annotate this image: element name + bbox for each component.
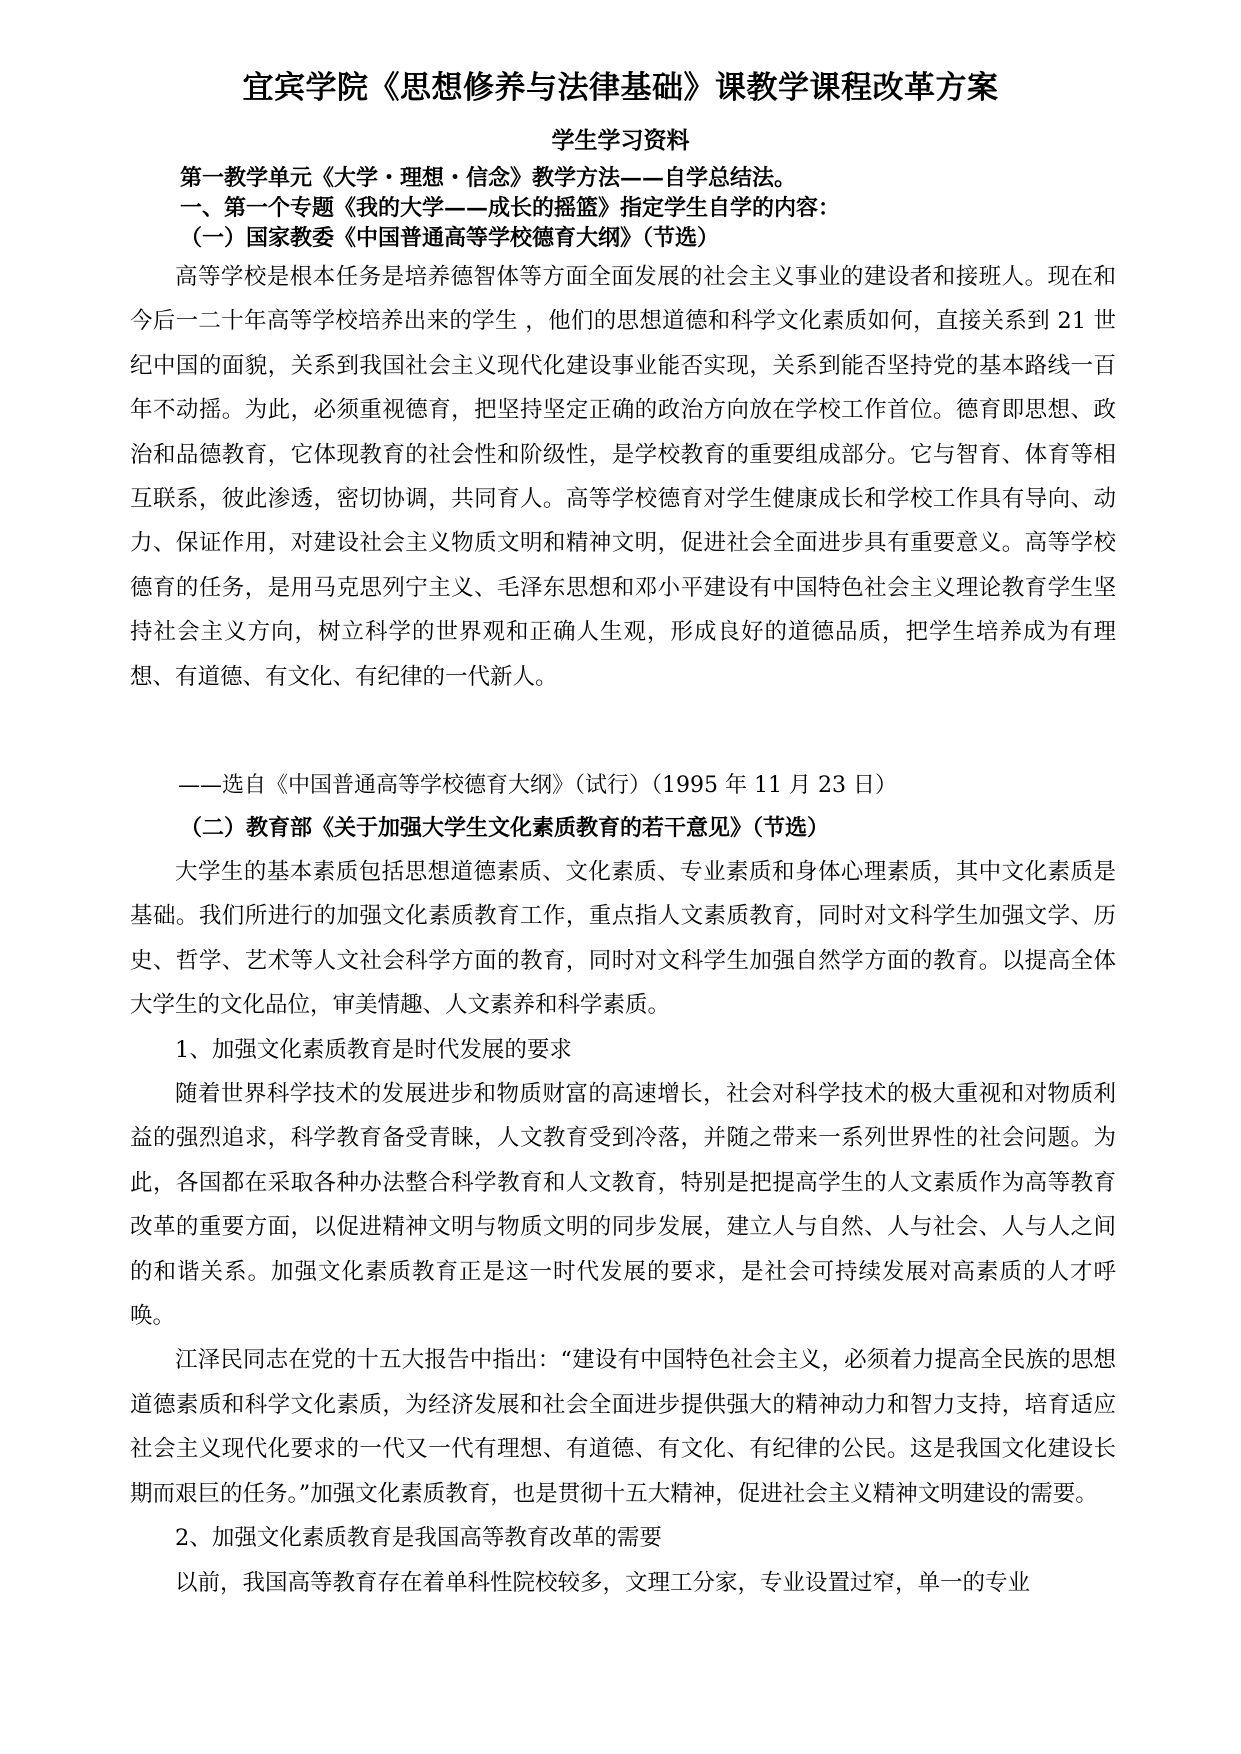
topic-heading: 一、第一个专题《我的大学——成长的摇篮》指定学生自学的内容： [180, 195, 841, 221]
section2-paragraph: 随着世界科学技术的发展进步和物质财富的高速增长，社会对科学技术的极大重视和对物质利益的强烈追求，科学教育备受青睐，人文教育受到冷落，并随之带来一系列世界性的社会问题。为此，各国都在采取各种办法整合科学教育和人文教育，特别是把提高学生的人文素质作为高等教育改革的重要方面，以促进精神文明与物质文明的同步发展，建立人与自然、人与社会、人与人之间的和谐关系。加强文化素质教育正是这一时代发展的要求，是社会可持续发展对高素质的人才呼唤。 [130, 1081, 1116, 1330]
section1-body [130, 255, 1116, 699]
document-subtitle: 学生学习资料 [551, 127, 690, 154]
unit-heading: 第一教学单元《大学・理想・信念》教学方法——自学总结法。 [180, 165, 797, 191]
section2-subheading: 2、加强文化素质教育是我国高等教育改革的需要 [175, 1525, 662, 1552]
section1-paragraph: 高等学校是根本任务是培养德智体等方面全面发展的社会主义事业的建设者和接班人。现在和今后一二十年高等学校培养出来的学生 ，他们的思想道德和科学文化素质如何，直接关系到 21 世纪中国的面貌，关系到我国社会主义现代化建设事业能否实现，关系到能否坚持党的基本路线一百年不动摇。为此，必须重视德育，把坚持坚定正确的政治方向放在学校工作首位。德育即思想、政治和品德教育，它体现教育的社会性和阶级性，是学校教育的重要组成部分。它与智育、体育等相互联系，彼此渗透，密切协调，共同育人。高等学校德育对学生健康成长和学校工作具有导向、动力、保证作用，对建设社会主义物质文明和精神文明，促进社会全面进步具有重要意义。高等学校德育的任务，是用马克思列宁主义、毛泽东思想和邓小平建设有中国特色社会主义理论教育学生坚持社会主义方向，树立科学的世界观和正确人生观，形成良好的道德品质，把学生培养成为有理想、有道德、有文化、有纪律的一代新人。 [130, 264, 1116, 690]
section2-paragraph: 以前，我国高等教育存在着单科性院校较多，文理工分家，专业设置过窄，单一的专业 [175, 1569, 1031, 1596]
section2-body [130, 850, 1116, 1605]
section1-heading: （一）国家教委《中国普通高等学校德育大纲》（节选） [180, 225, 720, 251]
section2-paragraph: 江泽民同志在党的十五大报告中指出：“建设有中国特色社会主义，必须着力提高全民族的思想道德素质和科学文化素质，为经济发展和社会全面进步提供强大的精神动力和智力支持，培育适应社会主义现代化要求的一代又一代有理想、有道德、有文化、有纪律的公民。这是我国文化建设长期而艰巨的任务。”加强文化素质教育，也是贯彻十五大精神，促进社会主义精神文明建设的需要。 [130, 1347, 1116, 1507]
section1-source: ——选自《中国普通高等学校德育大纲》（试行）（1995 年 11 月 23 日） [178, 773, 897, 798]
section2-paragraph: 大学生的基本素质包括思想道德素质、文化素质、专业素质和身体心理素质，其中文化素质是基础。我们所进行的加强文化素质教育工作，重点指人文素质教育，同时对文科学生加强文学、历史、哲学、艺术等人文社会科学方面的教育，同时对文科学生加强自然学方面的教育。以提高全体大学生的文化品位，审美情趣、人文素养和科学素质。 [130, 859, 1116, 1019]
section2-heading: （二）教育部《关于加强大学生文化素质教育的若干意见》（节选） [180, 815, 830, 841]
section2-subheading: 1、加强文化素质教育是时代发展的要求 [175, 1036, 572, 1063]
document-title: 宜宾学院《思想修养与法律基础》课教学课程改革方案 [242, 70, 999, 106]
